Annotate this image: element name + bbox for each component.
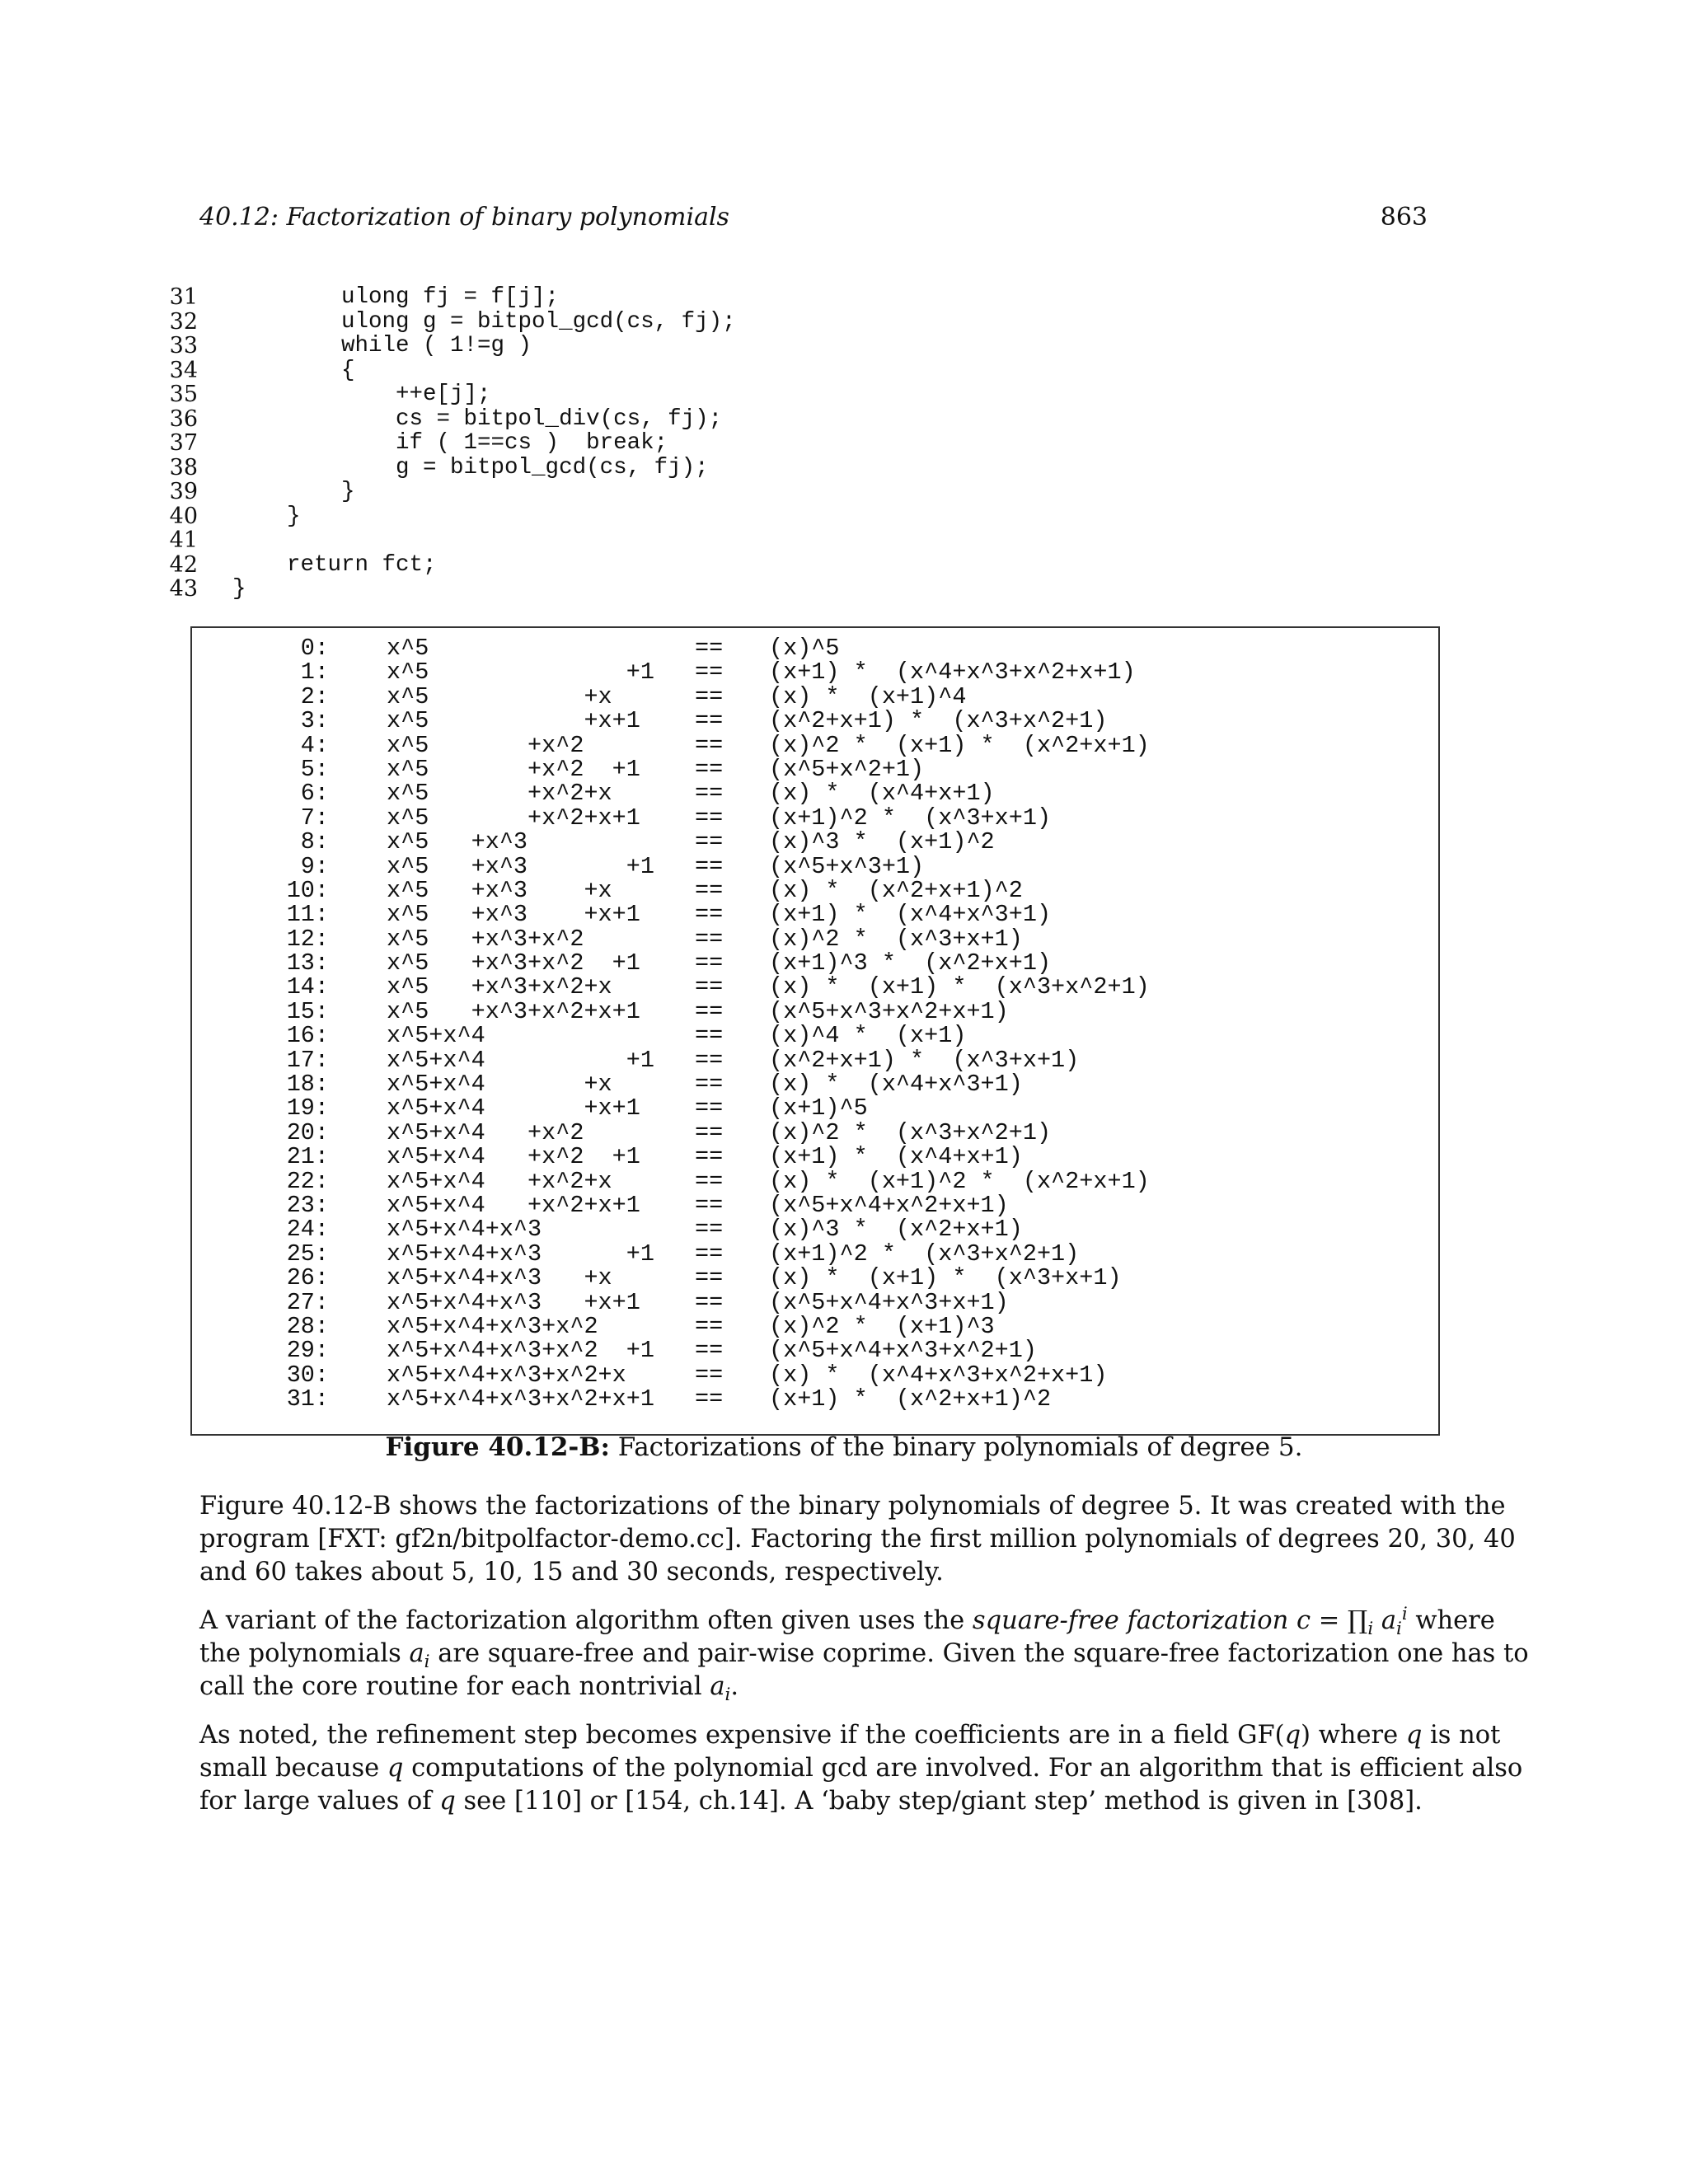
polynomial: x^5+x^4+x^3+x^2 xyxy=(387,1312,598,1340)
figure-box xyxy=(190,626,1440,1436)
polynomial: x^5+x^4 +x^2+x xyxy=(387,1167,612,1195)
factorization: (x)^5 xyxy=(769,635,840,662)
code-text: } xyxy=(232,576,246,602)
paragraph-2 xyxy=(199,1603,1529,1706)
row-index: 0: xyxy=(300,635,329,662)
emphasis: square-free factorization xyxy=(972,1606,1289,1635)
equals-sign: == xyxy=(695,1385,724,1413)
row-index: 20: xyxy=(286,1118,329,1146)
equals-sign: == xyxy=(695,876,724,904)
factorization: (x)^2 * (x^3+x^2+1) xyxy=(769,1118,1052,1146)
polynomial: x^5+x^4+x^3+x^2+x xyxy=(387,1361,626,1389)
table-row xyxy=(192,1216,1438,1244)
equals-sign: == xyxy=(695,1337,724,1365)
polynomial: x^5 +x^3+x^2 +1 xyxy=(387,949,640,977)
paragraph-line: As noted, the refinement step becomes expensive if the coefficients are in a field GF(q) where q is not xyxy=(199,1721,1501,1750)
equals-sign: == xyxy=(695,658,724,687)
polynomial: x^5 +x xyxy=(387,682,612,710)
line-number: 38 xyxy=(169,454,198,480)
polynomial: x^5+x^4 +1 xyxy=(387,1046,654,1074)
code-listing xyxy=(165,285,907,602)
table-row xyxy=(192,1363,1438,1387)
polynomial: x^5 +x^3+x^2 xyxy=(387,925,584,953)
code-text: ulong g = bitpol_gcd(cs, fj); xyxy=(232,308,736,335)
polynomial: x^5 +x^3 +x+1 xyxy=(387,901,640,929)
equals-sign: == xyxy=(695,997,724,1025)
polynomial: x^5+x^4+x^3 +x+1 xyxy=(387,1288,640,1316)
factorization: (x+1) * (x^4+x+1) xyxy=(769,1143,1023,1171)
equals-sign: == xyxy=(695,1264,724,1292)
row-index: 3: xyxy=(300,707,329,735)
equals-sign: == xyxy=(695,731,724,759)
factorization: (x+1)^5 xyxy=(769,1094,868,1122)
factorization: (x^5+x^3+1) xyxy=(769,852,925,880)
line-number: 31 xyxy=(169,284,198,310)
paragraph-line: call the core routine for each nontrivial $a_i$. xyxy=(199,1672,739,1706)
factorization: (x)^3 * (x^2+x+1) xyxy=(769,1216,1023,1244)
code-text: if ( 1==cs ) break; xyxy=(232,430,668,456)
page-number: 863 xyxy=(1380,203,1428,232)
factorization: (x) * (x+1) * (x^3+x+1) xyxy=(769,1264,1122,1292)
polynomial: x^5 +1 xyxy=(387,658,654,687)
factorization: (x+1)^3 * (x^2+x+1) xyxy=(769,949,1052,977)
row-index: 6: xyxy=(300,780,329,808)
polynomial: x^5+x^4 +x+1 xyxy=(387,1094,640,1122)
paragraph-line: A variant of the factorization algorithm often given uses the square-free factorization $c = \prod_i$ $a_i^i$ where xyxy=(199,1603,1495,1640)
polynomial: x^5 +x^3 xyxy=(387,828,528,856)
table-row xyxy=(192,1193,1438,1217)
polynomial: x^5 +x+1 xyxy=(387,707,640,735)
table-row xyxy=(192,901,1438,929)
line-number: 34 xyxy=(169,357,198,383)
equals-sign: == xyxy=(695,635,724,662)
table-row xyxy=(192,757,1438,781)
equals-sign: == xyxy=(695,1361,724,1389)
table-row xyxy=(192,1169,1438,1193)
row-index: 14: xyxy=(286,973,329,1001)
factorization: (x+1) * (x^2+x+1)^2 xyxy=(769,1385,1052,1413)
row-index: 11: xyxy=(286,901,329,929)
polynomial: x^5+x^4 xyxy=(387,1022,485,1050)
code-text: { xyxy=(232,357,355,383)
row-index: 27: xyxy=(286,1288,329,1316)
table-row xyxy=(192,830,1438,854)
table-row xyxy=(192,1071,1438,1099)
polynomial: x^5 +x^2+x xyxy=(387,780,612,808)
paragraph-line: and 60 takes about 5, 10, 15 and 30 seconds, respectively. xyxy=(199,1558,944,1586)
row-index: 25: xyxy=(286,1240,329,1268)
polynomial: x^5 +x^3+x^2+x+1 xyxy=(387,997,640,1025)
code-line xyxy=(165,553,907,578)
running-head xyxy=(199,203,1428,242)
code-text: } xyxy=(232,479,355,504)
paragraph-line: small because q computations of the polynomial gcd are involved. For an algorithm that is efficient also xyxy=(199,1754,1523,1783)
line-number: 40 xyxy=(169,503,198,529)
factorization: (x+1) * (x^4+x^3+x^2+x+1) xyxy=(769,658,1136,687)
table-row xyxy=(192,997,1438,1025)
polynomial: x^5 +x^3 +x xyxy=(387,876,612,904)
table-row xyxy=(192,658,1438,687)
equals-sign: == xyxy=(695,1240,724,1268)
row-index: 24: xyxy=(286,1216,329,1244)
table-row xyxy=(192,927,1438,951)
code-line xyxy=(165,407,907,432)
table-row xyxy=(192,1337,1438,1365)
code-line xyxy=(165,359,907,383)
code-text: while ( 1!=g ) xyxy=(232,333,532,359)
equals-sign: == xyxy=(695,780,724,808)
paragraph-1 xyxy=(199,1490,1516,1589)
factorization: (x^5+x^4+x^2+x+1) xyxy=(769,1191,1009,1219)
row-index: 19: xyxy=(286,1094,329,1122)
factorization-table xyxy=(192,636,1438,1412)
equals-sign: == xyxy=(695,925,724,953)
row-index: 18: xyxy=(286,1071,329,1099)
code-text: g = bitpol_gcd(cs, fj); xyxy=(232,454,709,480)
table-row xyxy=(192,1387,1438,1411)
polynomial: x^5+x^4+x^3+x^2+x+1 xyxy=(387,1385,654,1413)
table-row xyxy=(192,806,1438,830)
equals-sign: == xyxy=(695,1167,724,1195)
table-row xyxy=(192,1288,1438,1316)
polynomial: x^5+x^4+x^3 +x xyxy=(387,1264,612,1292)
paragraph-line: the polynomials $a_i$ are square-free and pair-wise coprime. Given the square-free factorization one has to xyxy=(199,1639,1529,1673)
table-row xyxy=(192,1266,1438,1290)
factorization: (x^2+x+1) * (x^3+x+1) xyxy=(769,1046,1080,1074)
factorization: (x)^3 * (x+1)^2 xyxy=(769,828,995,856)
caption-text: Factorizations of the binary polynomials of degree 5. xyxy=(609,1432,1303,1462)
table-row xyxy=(192,1048,1438,1072)
table-row xyxy=(192,1096,1438,1120)
code-line xyxy=(165,310,907,335)
equals-sign: == xyxy=(695,1312,724,1340)
table-row xyxy=(192,636,1438,660)
factorization: (x)^4 * (x+1) xyxy=(769,1022,967,1050)
line-number: 37 xyxy=(169,430,198,456)
factorization: (x^5+x^2+1) xyxy=(769,755,925,783)
factorization: (x+1)^2 * (x^3+x^2+1) xyxy=(769,1240,1080,1268)
factorization: (x) * (x^4+x+1) xyxy=(769,780,995,808)
table-row xyxy=(192,975,1438,999)
code-text: cs = bitpol_div(cs, fj); xyxy=(232,405,723,432)
code-text: ulong fj = f[j]; xyxy=(232,284,560,310)
paragraph-line: Figure 40.12-B shows the factorizations of the binary polynomials of degree 5. It was created with the xyxy=(199,1492,1506,1521)
line-number: 39 xyxy=(169,479,198,504)
table-row xyxy=(192,709,1438,733)
factorization: (x)^2 * (x+1)^3 xyxy=(769,1312,995,1340)
table-row xyxy=(192,852,1438,880)
factorization: (x)^2 * (x^3+x+1) xyxy=(769,925,1023,953)
factorization: (x^2+x+1) * (x^3+x^2+1) xyxy=(769,707,1108,735)
row-index: 30: xyxy=(286,1361,329,1389)
equals-sign: == xyxy=(695,1022,724,1050)
code-line xyxy=(165,577,907,602)
row-index: 10: xyxy=(286,876,329,904)
code-line xyxy=(165,504,907,529)
paragraph-line: program [FXT: gf2n/bitpolfactor-demo.cc]. Factoring the first million polynomials of degrees 20, 30, 40 xyxy=(199,1525,1516,1554)
row-index: 22: xyxy=(286,1167,329,1195)
equals-sign: == xyxy=(695,755,724,783)
factorization: (x) * (x^2+x+1)^2 xyxy=(769,876,1023,904)
equals-sign: == xyxy=(695,973,724,1001)
polynomial: x^5 +x^2 xyxy=(387,731,584,759)
polynomial: x^5 xyxy=(387,635,429,662)
code-line xyxy=(165,285,907,310)
equals-sign: == xyxy=(695,1094,724,1122)
factorization: (x) * (x+1) * (x^3+x^2+1) xyxy=(769,973,1150,1001)
running-title: 40.12: Factorization of binary polynomials xyxy=(199,203,729,232)
factorization: (x+1) * (x^4+x^3+1) xyxy=(769,901,1052,929)
code-line xyxy=(165,528,907,553)
row-index: 5: xyxy=(300,755,329,783)
equals-sign: == xyxy=(695,804,724,832)
polynomial: x^5+x^4+x^3+x^2 +1 xyxy=(387,1337,654,1365)
table-row xyxy=(192,1145,1438,1169)
factorization: (x^5+x^3+x^2+x+1) xyxy=(769,997,1009,1025)
equals-sign: == xyxy=(695,852,724,880)
line-number: 42 xyxy=(169,551,198,578)
factorization: (x) * (x+1)^4 xyxy=(769,682,967,710)
equals-sign: == xyxy=(695,1216,724,1244)
polynomial: x^5+x^4+x^3 xyxy=(387,1216,542,1244)
factorization: (x) * (x^4+x^3+x^2+x+1) xyxy=(769,1361,1108,1389)
equals-sign: == xyxy=(695,1143,724,1171)
equals-sign: == xyxy=(695,682,724,710)
row-index: 17: xyxy=(286,1046,329,1074)
row-index: 16: xyxy=(286,1022,329,1050)
table-row xyxy=(192,1022,1438,1050)
factorization: (x) * (x^4+x^3+1) xyxy=(769,1071,1023,1099)
polynomial: x^5+x^4 +x^2 +1 xyxy=(387,1143,640,1171)
table-row xyxy=(192,1312,1438,1340)
equals-sign: == xyxy=(695,1046,724,1074)
polynomial: x^5 +x^3 +1 xyxy=(387,852,654,880)
line-number: 41 xyxy=(169,527,198,553)
table-row xyxy=(192,682,1438,710)
equals-sign: == xyxy=(695,1118,724,1146)
equals-sign: == xyxy=(695,1191,724,1219)
code-line xyxy=(165,456,907,480)
row-index: 1: xyxy=(300,658,329,687)
equals-sign: == xyxy=(695,828,724,856)
code-text: return fct; xyxy=(232,551,437,578)
table-row xyxy=(192,1242,1438,1266)
equals-sign: == xyxy=(695,707,724,735)
table-row xyxy=(192,1118,1438,1146)
figure-caption xyxy=(0,1432,1688,1462)
factorization: (x) * (x+1)^2 * (x^2+x+1) xyxy=(769,1167,1150,1195)
line-number: 32 xyxy=(169,308,198,335)
row-index: 21: xyxy=(286,1143,329,1171)
equals-sign: == xyxy=(695,901,724,929)
equals-sign: == xyxy=(695,1071,724,1099)
polynomial: x^5 +x^2 +1 xyxy=(387,755,640,783)
row-index: 26: xyxy=(286,1264,329,1292)
row-index: 8: xyxy=(300,828,329,856)
row-index: 13: xyxy=(286,949,329,977)
code-line xyxy=(165,480,907,504)
polynomial: x^5+x^4 +x^2+x+1 xyxy=(387,1191,640,1219)
row-index: 9: xyxy=(300,852,329,880)
row-index: 4: xyxy=(300,731,329,759)
paragraph-line: for large values of q see [110] or [154, ch.14]. A ‘baby step/giant step’ method is given in [308]. xyxy=(199,1787,1423,1816)
factorization: (x^5+x^4+x^3+x^2+1) xyxy=(769,1337,1037,1365)
line-number: 43 xyxy=(169,576,198,602)
polynomial: x^5 +x^3+x^2+x xyxy=(387,973,612,1001)
row-index: 12: xyxy=(286,925,329,953)
caption-label: Figure 40.12-B: xyxy=(385,1432,610,1462)
polynomial: x^5 +x^2+x+1 xyxy=(387,804,640,832)
factorization: (x+1)^2 * (x^3+x+1) xyxy=(769,804,1052,832)
line-number: 33 xyxy=(169,333,198,359)
polynomial: x^5+x^4+x^3 +1 xyxy=(387,1240,654,1268)
factorization: (x)^2 * (x+1) * (x^2+x+1) xyxy=(769,731,1150,759)
row-index: 28: xyxy=(286,1312,329,1340)
row-index: 29: xyxy=(286,1337,329,1365)
code-text: ++e[j]; xyxy=(232,382,491,407)
line-number: 35 xyxy=(169,382,198,407)
polynomial: x^5+x^4 +x xyxy=(387,1071,612,1099)
equals-sign: == xyxy=(695,949,724,977)
code-line xyxy=(165,334,907,359)
row-index: 2: xyxy=(300,682,329,710)
table-row xyxy=(192,951,1438,975)
equals-sign: == xyxy=(695,1288,724,1316)
polynomial: x^5+x^4 +x^2 xyxy=(387,1118,584,1146)
table-row xyxy=(192,876,1438,904)
table-row xyxy=(192,780,1438,808)
code-line xyxy=(165,382,907,407)
table-row xyxy=(192,733,1438,757)
code-text: } xyxy=(232,503,301,529)
row-index: 7: xyxy=(300,804,329,832)
factorization: (x^5+x^4+x^3+x+1) xyxy=(769,1288,1009,1316)
paragraph-3 xyxy=(199,1719,1523,1818)
row-index: 23: xyxy=(286,1191,329,1219)
line-number: 36 xyxy=(169,405,198,432)
row-index: 15: xyxy=(286,997,329,1025)
row-index: 31: xyxy=(286,1385,329,1413)
code-line xyxy=(165,431,907,456)
